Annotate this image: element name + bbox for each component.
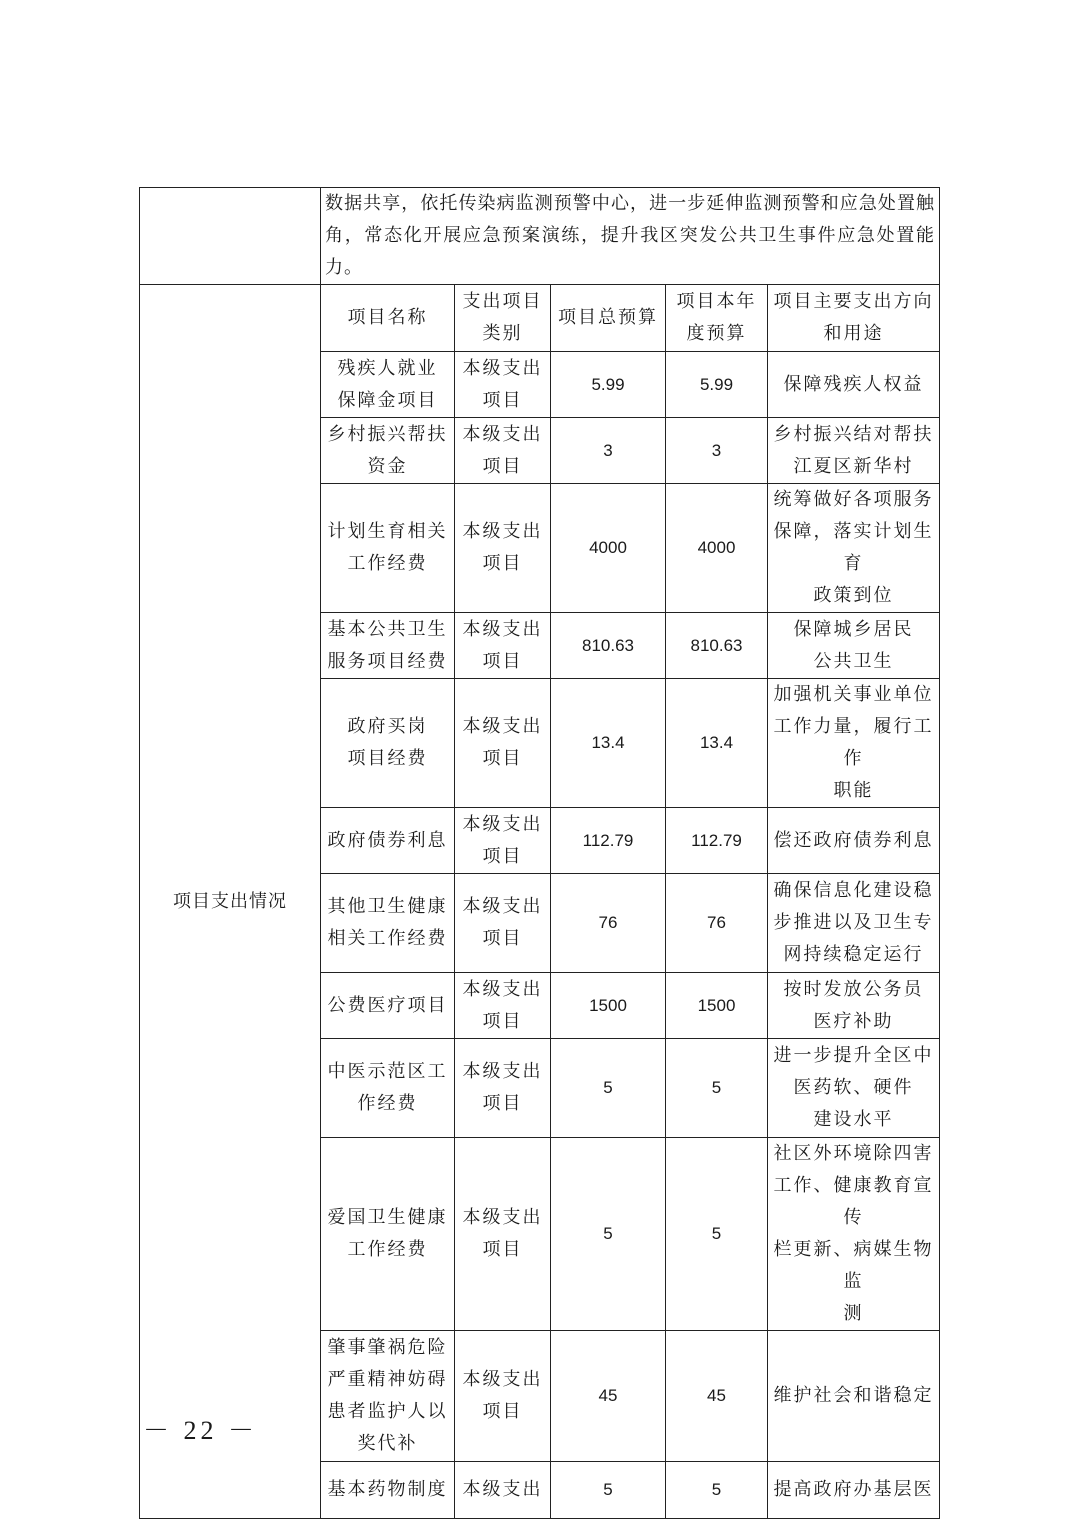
project-name-cell: 基本公共卫生 服务项目经费 (321, 613, 455, 679)
project-name-cell: 其他卫生健康 相关工作经费 (321, 874, 455, 973)
purpose-cell: 偿还政府债券利息 (768, 808, 940, 874)
purpose-cell: 加强机关事业单位 工作力量，履行工作 职能 (768, 679, 940, 808)
annual-budget-cell: 5.99 (666, 352, 768, 418)
intro-text: 数据共享，依托传染病监测预警中心，进一步延伸监测预警和应急处置触角，常态化开展应急预案演练，提升我区突发公共卫生事件应急处置能力。 (321, 188, 940, 285)
category-cell: 本级支出 项目 (455, 874, 551, 973)
annual-budget-cell: 13.4 (666, 679, 768, 808)
project-name-cell: 政府债券利息 (321, 808, 455, 874)
purpose-cell: 保障城乡居民 公共卫生 (768, 613, 940, 679)
intro-row (140, 188, 940, 285)
total-budget-cell: 5 (551, 1039, 666, 1138)
purpose-cell: 保障残疾人权益 (768, 352, 940, 418)
purpose-cell: 按时发放公务员 医疗补助 (768, 973, 940, 1039)
purpose-cell: 社区外环境除四害 工作、健康教育宣传 栏更新、病媒生物监 测 (768, 1138, 940, 1331)
purpose-cell: 进一步提升全区中 医药软、硬件 建设水平 (768, 1039, 940, 1138)
annual-budget-cell: 3 (666, 418, 768, 484)
project-name-cell: 公费医疗项目 (321, 973, 455, 1039)
header-row (140, 285, 940, 352)
annual-budget-cell: 112.79 (666, 808, 768, 874)
purpose-cell: 统筹做好各项服务 保障，落实计划生育 政策到位 (768, 484, 940, 613)
category-cell: 本级支出 项目 (455, 352, 551, 418)
annual-budget-cell: 5 (666, 1138, 768, 1331)
category-cell: 本级支出 项目 (455, 613, 551, 679)
section-label: 项目支出情况 (140, 285, 321, 1519)
project-name-cell: 基本药物制度 (321, 1462, 455, 1519)
total-budget-cell: 4000 (551, 484, 666, 613)
total-budget-cell: 5 (551, 1462, 666, 1519)
annual-budget-cell: 810.63 (666, 613, 768, 679)
purpose-cell: 确保信息化建设稳 步推进以及卫生专 网持续稳定运行 (768, 874, 940, 973)
total-budget-cell: 45 (551, 1331, 666, 1462)
category-cell: 本级支出 项目 (455, 808, 551, 874)
total-budget-cell: 13.4 (551, 679, 666, 808)
category-cell: 本级支出 (455, 1462, 551, 1519)
annual-budget-cell: 4000 (666, 484, 768, 613)
category-cell: 本级支出 项目 (455, 1138, 551, 1331)
project-name-cell: 残疾人就业 保障金项目 (321, 352, 455, 418)
category-cell: 本级支出 项目 (455, 418, 551, 484)
total-budget-cell: 5 (551, 1138, 666, 1331)
page-number: － 22 － (143, 1416, 259, 1445)
category-cell: 本级支出 项目 (455, 1331, 551, 1462)
purpose-cell: 维护社会和谐稳定 (768, 1331, 940, 1462)
total-budget-cell: 1500 (551, 973, 666, 1039)
purpose-cell: 提高政府办基层医 (768, 1462, 940, 1519)
total-budget-cell: 5.99 (551, 352, 666, 418)
header-purpose: 项目主要支出方向 和用途 (768, 285, 940, 352)
total-budget-cell: 112.79 (551, 808, 666, 874)
annual-budget-cell: 45 (666, 1331, 768, 1462)
project-name-cell: 乡村振兴帮扶 资金 (321, 418, 455, 484)
header-total-budget: 项目总预算 (551, 285, 666, 352)
project-name-cell: 爱国卫生健康 工作经费 (321, 1138, 455, 1331)
project-name-cell: 政府买岗 项目经费 (321, 679, 455, 808)
total-budget-cell: 76 (551, 874, 666, 973)
annual-budget-cell: 1500 (666, 973, 768, 1039)
annual-budget-cell: 5 (666, 1462, 768, 1519)
project-name-cell: 肇事肇祸危险 严重精神妨碍 患者监护人以 奖代补 (321, 1331, 455, 1462)
category-cell: 本级支出 项目 (455, 1039, 551, 1138)
total-budget-cell: 810.63 (551, 613, 666, 679)
header-project-name: 项目名称 (321, 285, 455, 352)
project-expenditure-table (139, 187, 940, 1519)
category-cell: 本级支出 项目 (455, 973, 551, 1039)
purpose-cell: 乡村振兴结对帮扶 江夏区新华村 (768, 418, 940, 484)
document-table-wrapper (139, 187, 939, 1519)
category-cell: 本级支出 项目 (455, 484, 551, 613)
project-name-cell: 中医示范区工 作经费 (321, 1039, 455, 1138)
header-category: 支出项目 类别 (455, 285, 551, 352)
annual-budget-cell: 76 (666, 874, 768, 973)
annual-budget-cell: 5 (666, 1039, 768, 1138)
header-annual-budget: 项目本年 度预算 (666, 285, 768, 352)
project-name-cell: 计划生育相关 工作经费 (321, 484, 455, 613)
intro-label-cell (140, 188, 321, 285)
category-cell: 本级支出 项目 (455, 679, 551, 808)
total-budget-cell: 3 (551, 418, 666, 484)
